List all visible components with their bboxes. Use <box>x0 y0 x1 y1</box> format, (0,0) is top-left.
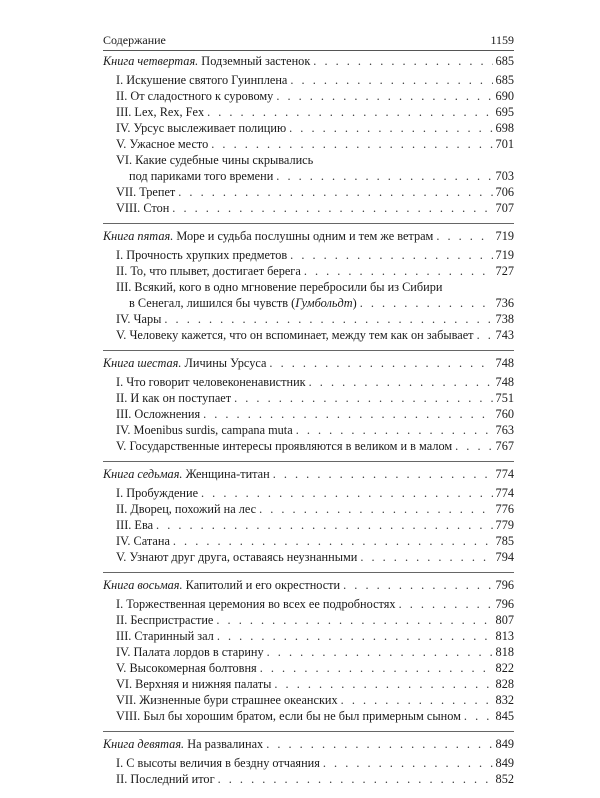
chapter-page-number: 822 <box>495 661 514 675</box>
book-section <box>103 736 514 794</box>
book-page-number: 849 <box>495 737 514 751</box>
chapter-entry <box>103 422 514 438</box>
book-section <box>103 228 514 351</box>
book-title: Подземный застенок <box>198 54 311 68</box>
book-title: Личины Урсуса <box>181 356 267 370</box>
chapter-entry <box>103 660 514 676</box>
book-section <box>103 53 514 224</box>
chapter-page-number: 785 <box>495 534 514 548</box>
dot-leader <box>172 200 492 216</box>
chapter-page-number: 828 <box>495 677 514 691</box>
chapter-page-number: 727 <box>495 264 514 278</box>
chapter-title: VII. Жизненные бури страшнее океанских <box>116 693 338 707</box>
chapter-page-number: 751 <box>495 391 514 405</box>
chapter-page-number: 774 <box>495 486 514 500</box>
dot-leader <box>313 53 492 69</box>
book-heading-text <box>103 355 266 371</box>
book-title: Море и судьба послушны одним и тем же ветрам <box>173 229 434 243</box>
chapter-title: IV. Палата лордов в старину <box>116 645 264 659</box>
chapter-page-number: 813 <box>495 629 514 643</box>
dot-leader <box>455 438 492 454</box>
dot-leader <box>178 184 492 200</box>
chapter-entry <box>103 612 514 628</box>
chapter-title-continuation: в Сенегал, лишился бы чувств (Гумбольдт) <box>129 296 357 310</box>
chapter-entry <box>103 755 514 771</box>
dot-leader <box>290 72 492 88</box>
dot-leader <box>436 228 492 244</box>
dot-leader <box>360 295 493 311</box>
dot-leader <box>309 374 493 390</box>
chapter-page-number: 818 <box>495 645 514 659</box>
chapter-title: I. Пробуждение <box>116 486 199 500</box>
table-of-contents <box>103 53 514 798</box>
chapter-page-number: 832 <box>495 693 514 707</box>
header-rule <box>103 50 514 51</box>
book-label: Книга шестая. <box>103 356 182 370</box>
chapter-entry <box>103 263 514 279</box>
page-number: 1159 <box>490 33 514 47</box>
book-heading-text <box>103 53 310 69</box>
book-page-number: 685 <box>495 54 514 68</box>
chapter-page-number: 760 <box>495 407 514 421</box>
chapter-title: V. Ужасное место <box>116 137 209 151</box>
chapter-title: IV. Урсус выслеживает полицию <box>116 121 287 135</box>
chapter-title-line: VI. Какие судебные чины скрывались <box>116 153 314 167</box>
book-title: Женщина-титан <box>182 467 270 481</box>
dot-leader <box>156 517 493 533</box>
dot-leader <box>234 390 492 406</box>
book-heading <box>103 53 514 69</box>
chapter-page-number: 779 <box>495 518 514 532</box>
chapter-title: V. Человеку кажется, что он вспоминает, между тем как он забывает <box>116 328 474 342</box>
chapter-title: IV. Сатана <box>116 534 170 548</box>
chapter-entry <box>103 184 514 200</box>
chapter-title: III. Осложнения <box>116 407 201 421</box>
chapter-page-number: 748 <box>495 375 514 389</box>
chapter-page-number: 767 <box>495 439 514 453</box>
book-title: На развалинах <box>184 737 264 751</box>
chapter-entry <box>103 771 514 787</box>
chapter-entry <box>103 438 514 454</box>
chapter-page-number: 738 <box>495 312 514 326</box>
chapter-page-number: 807 <box>495 613 514 627</box>
dot-leader <box>207 104 492 120</box>
book-title: Капитолий и его окрестности <box>182 578 341 592</box>
chapter-entry <box>103 327 514 343</box>
chapter-page-number: 796 <box>495 597 514 611</box>
dot-leader <box>259 501 492 517</box>
chapter-entry <box>103 120 514 136</box>
chapter-page-number: 736 <box>495 296 514 310</box>
chapter-entry <box>103 628 514 644</box>
book-label: Книга четвертая. <box>103 54 199 68</box>
chapter-page-number: 743 <box>495 328 514 342</box>
chapter-title: I. Что говорит человеконенавистник <box>116 375 306 389</box>
chapter-page-number: 845 <box>495 709 514 723</box>
chapter-entry <box>103 676 514 692</box>
dot-leader <box>201 485 493 501</box>
chapter-page-number: 719 <box>495 248 514 262</box>
book-page-number: 796 <box>495 578 514 592</box>
dot-leader <box>296 422 493 438</box>
book-section <box>103 577 514 732</box>
book-heading <box>103 466 514 482</box>
chapter-title: VIII. Стон <box>116 201 170 215</box>
dot-leader <box>269 355 492 371</box>
chapter-title: I. С высоты величия в бездну отчаяния <box>116 756 320 770</box>
book-label: Книга пятая. <box>103 229 174 243</box>
chapter-title: I. Торжественная церемония во всех ее подробностях <box>116 597 396 611</box>
dot-leader <box>304 263 493 279</box>
chapter-entry <box>103 549 514 565</box>
chapter-title-emphasis: Гумбольдт <box>295 296 353 310</box>
chapter-page-number: 794 <box>495 550 514 564</box>
dot-leader <box>203 406 492 422</box>
book-heading <box>103 355 514 371</box>
chapter-entry <box>103 406 514 422</box>
chapter-page-number: 685 <box>495 73 514 87</box>
chapter-page-number: 695 <box>495 105 514 119</box>
chapter-entry <box>103 295 514 311</box>
dot-leader <box>276 168 492 184</box>
chapter-title: IV. Чары <box>116 312 162 326</box>
chapter-title: I. Прочность хрупких предметов <box>116 248 288 262</box>
dot-leader <box>477 327 493 343</box>
book-page-number: 748 <box>495 356 514 370</box>
chapter-entry <box>103 247 514 263</box>
chapter-title: V. Государственные интересы проявляются в великом и в малом <box>116 439 453 453</box>
chapter-entry <box>103 533 514 549</box>
chapter-page-number: 706 <box>495 185 514 199</box>
chapter-entry <box>103 485 514 501</box>
book-heading-text <box>103 577 340 593</box>
dot-leader <box>276 88 492 104</box>
chapter-entry <box>103 708 514 724</box>
dot-leader <box>218 771 493 787</box>
chapter-title: V. Узнают друг друга, оставаясь неузнанными <box>116 550 358 564</box>
chapter-entry <box>103 517 514 533</box>
dot-leader <box>464 708 493 724</box>
dot-leader <box>211 136 492 152</box>
chapter-page-number: 707 <box>495 201 514 215</box>
dot-leader <box>274 676 492 692</box>
dot-leader <box>260 660 493 676</box>
dot-leader <box>323 755 493 771</box>
chapter-entry <box>103 311 514 327</box>
chapter-title-line: III. Всякий, кого в одно мгновение перебросили бы из Сибири <box>116 280 443 294</box>
chapter-entry <box>103 136 514 152</box>
chapter-entry <box>103 200 514 216</box>
book-heading <box>103 228 514 244</box>
dot-leader <box>267 644 493 660</box>
dot-leader <box>343 577 492 593</box>
book-heading <box>103 577 514 593</box>
book-heading-text <box>103 228 433 244</box>
chapter-entry <box>103 501 514 517</box>
chapter-page-number: 849 <box>495 756 514 770</box>
chapter-title: III. Lex, Rex, Fex <box>116 105 205 119</box>
chapter-entry <box>103 168 514 184</box>
chapter-entry <box>103 104 514 120</box>
dot-leader <box>341 692 493 708</box>
dot-leader <box>164 311 492 327</box>
chapter-title: II. Последний итог <box>116 772 215 786</box>
chapter-title: III. Старинный зал <box>116 629 214 643</box>
chapter-page-number: 690 <box>495 89 514 103</box>
dot-leader <box>290 247 492 263</box>
chapter-entry <box>103 72 514 88</box>
chapter-page-number: 701 <box>495 137 514 151</box>
book-section <box>103 466 514 573</box>
chapter-entry <box>103 88 514 104</box>
chapter-title: II. То, что плывет, достигает берега <box>116 264 301 278</box>
chapter-entry <box>103 390 514 406</box>
dot-leader <box>216 612 492 628</box>
book-page-number: 774 <box>495 467 514 481</box>
chapter-entry <box>103 644 514 660</box>
chapter-title: I. Искушение святого Гуинплена <box>116 73 288 87</box>
chapter-page-number: 852 <box>495 772 514 786</box>
chapter-page-number: 703 <box>495 169 514 183</box>
chapter-title: II. Дворец, похожий на лес <box>116 502 257 516</box>
chapter-title-continuation: под париками того времени <box>129 169 274 183</box>
chapter-title: IV. Moenibus surdis, campana muta <box>116 423 293 437</box>
book-label: Книга девятая. <box>103 737 185 751</box>
book-section <box>103 355 514 462</box>
book-page-number: 719 <box>495 229 514 243</box>
dot-leader <box>217 628 493 644</box>
chapter-title: VII. Трепет <box>116 185 176 199</box>
dot-leader <box>289 120 492 136</box>
chapter-page-number: 698 <box>495 121 514 135</box>
book-label: Книга восьмая. <box>103 578 183 592</box>
chapter-entry <box>103 596 514 612</box>
chapter-entry <box>103 692 514 708</box>
chapter-title: VIII. Был бы хорошим братом, если бы не был примерным сыном <box>116 709 461 723</box>
chapter-title: II. И как он поступает <box>116 391 232 405</box>
chapter-page-number: 763 <box>495 423 514 437</box>
chapter-entry <box>103 374 514 390</box>
dot-leader <box>173 533 493 549</box>
chapter-title: III. Ева <box>116 518 154 532</box>
chapter-title: V. Высокомерная болтовня <box>116 661 257 675</box>
chapter-title: II. Беспристрастие <box>116 613 214 627</box>
running-head-title: Содержание <box>103 33 166 47</box>
chapter-title: VI. Верхняя и нижняя палаты <box>116 677 272 691</box>
chapter-page-number: 776 <box>495 502 514 516</box>
dot-leader <box>360 549 492 565</box>
chapter-title: II. От сладостного к суровому <box>116 89 274 103</box>
dot-leader <box>273 466 493 482</box>
book-label: Книга седьмая. <box>103 467 183 481</box>
dot-leader <box>399 596 493 612</box>
book-heading-text <box>103 466 270 482</box>
